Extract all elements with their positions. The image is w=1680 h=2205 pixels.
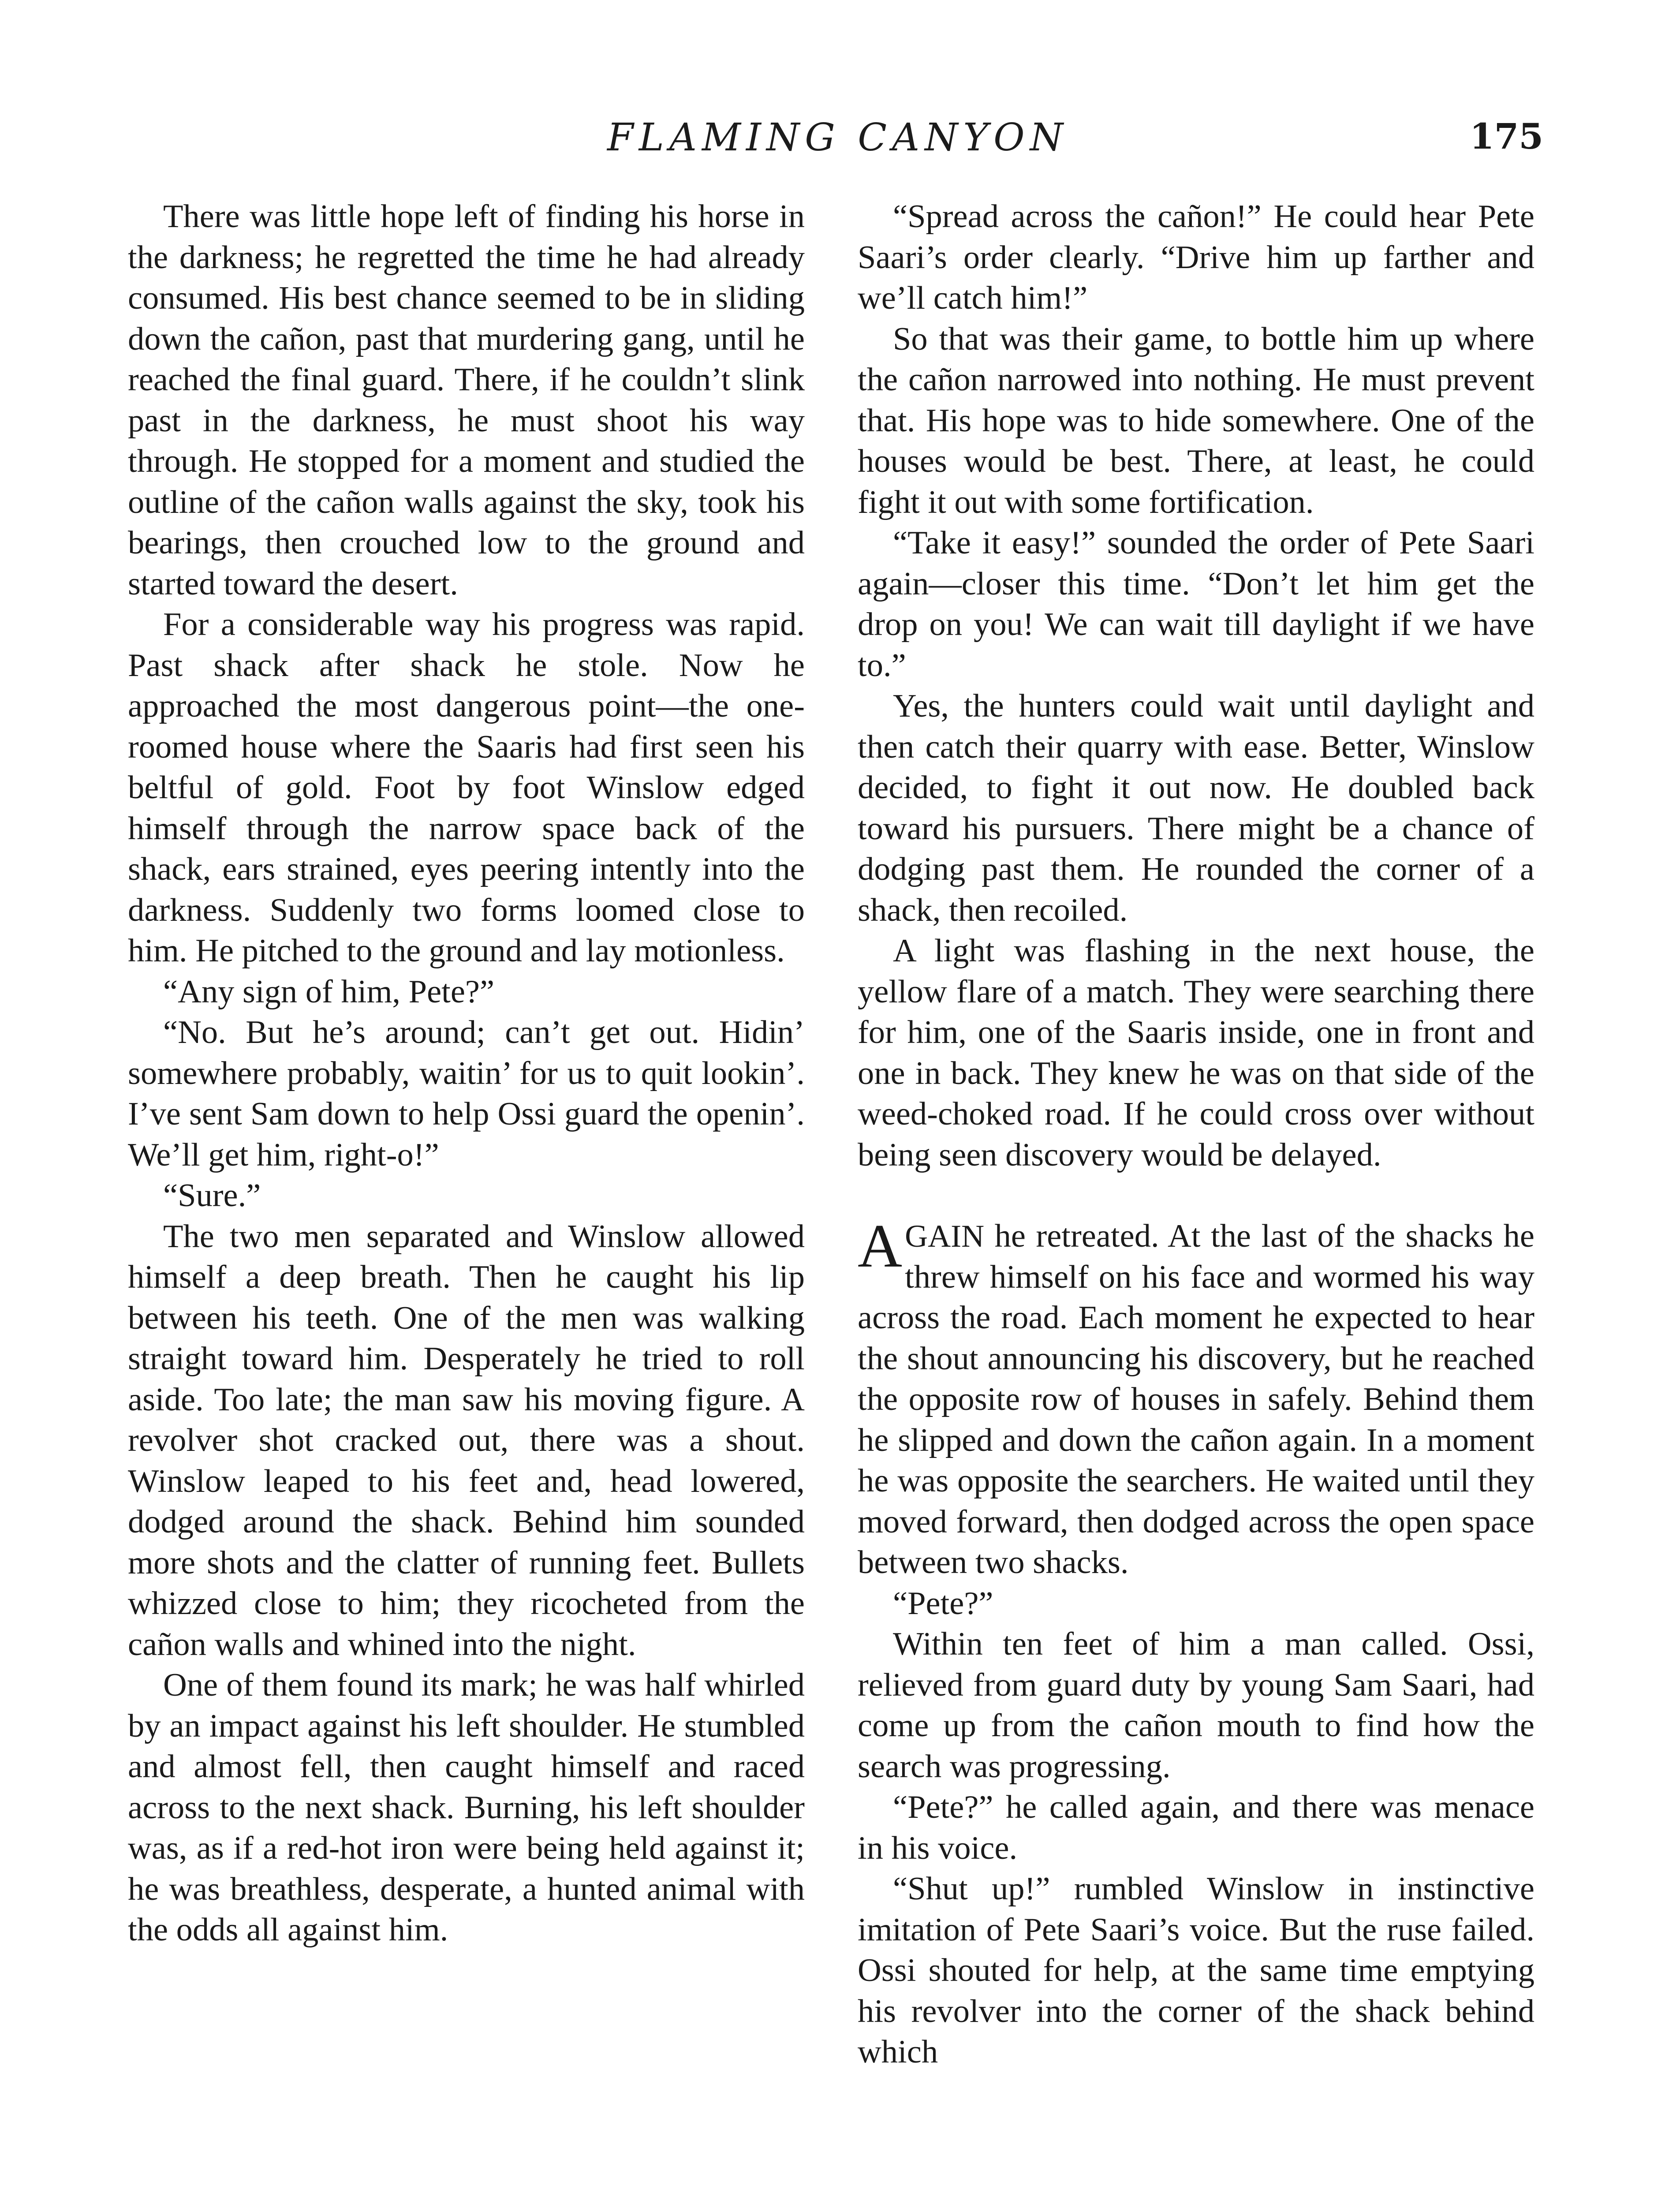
paragraph: One of them found its mark; he was half whirled by an impact against his left shoulder. He stumbled and almost fell, then caught himself and raced across to the next shack. Burning, his left shoulder was, as if a red-hot iron were being held against it; he was breathless, desperate, a hunted animal with the odds all against him. [128, 1667, 805, 1948]
paragraph: “Pete?” he called again, and there was menace in his voice. [858, 1789, 1534, 1866]
paragraph: “Take it easy!” sounded the order of Pete Saari again—closer this time. “Don’t let him get the drop on you! We can wait till daylight if we have to.” [858, 525, 1534, 684]
paragraph: “Any sign of him, Pete?” [163, 973, 495, 1010]
paragraph: “No. But he’s around; can’t get out. Hidin’ somewhere probably, waitin’ for us to quit lookin’. I’ve sent Sam down to help Ossi guard the openin’. We’ll get him, right-o!” [128, 1014, 805, 1173]
paragraph: The two men separated and Winslow allowed himself a deep breath. Then he caught his lip between his teeth. One of the men was walking straight toward him. Desperately he tried to roll aside. Too late; the man saw his moving figure. A revolver shot cracked out, there was a shout. Winslow leaped to his feet and, head lowered, dodged around the shack. Behind him sounded more shots and the clatter of running feet. Bullets whizzed close to him; they ricocheted from the cañon walls and whined into the night. [128, 1218, 805, 1663]
running-title: FLAMING CANYON [607, 116, 1068, 160]
paragraph: Within ten feet of him a man called. Ossi, relieved from guard duty by young Sam Saari, had come up from the cañon mouth to find how the search was progressing. [858, 1626, 1534, 1785]
paragraph: There was little hope left of finding his horse in the darkness; he regretted the time he had already consumed. His best chance seemed to be in sliding down the cañon, past that murdering gang, until he reached the final guard. There, if he couldn’t slink past in the darkness, he must shoot his way through. He stopped for a moment and studied the outline of the cañon walls against the sky, took his bearings, then crouched low to the ground and started toward the desert. [128, 198, 805, 602]
paragraph: “Sure.” [163, 1177, 261, 1214]
paragraph: Yes, the hunters could wait until daylight and then catch their quarry with ease. Better, Winslow decided, to fight it out now. He doubled back toward his pursuers. There might be a chance of dodging past them. He rounded the corner of a shack, then recoiled. [858, 688, 1534, 928]
left-column [128, 196, 805, 1951]
drop-cap-letter: A [858, 1212, 903, 1280]
paragraph: “Pete?” [893, 1585, 993, 1622]
dropcap-paragraph [858, 1212, 1534, 1583]
right-column [858, 196, 1534, 2073]
page-number: 175 [1470, 116, 1543, 157]
small-caps-word: GAIN [905, 1218, 985, 1254]
paragraph: “Shut up!” rumbled Winslow in instinctive imitation of Pete Saari’s voice. But the ruse failed. Ossi shouted for help, at the same time emptying his revolver into the corner of the shack behind which [858, 1871, 1534, 2070]
paragraph: So that was their game, to bottle him up where the cañon narrowed into nothing. He must prevent that. His hope was to hide somewhere. One of the houses would be best. There, at least, he could fight it out with some fortification. [858, 321, 1534, 520]
paragraph: For a considerable way his progress was rapid. Past shack after shack he stole. Now he approached the most dangerous point—the one-roomed house where the Saaris had first seen his beltful of gold. Foot by foot Winslow edged himself through the narrow space back of the shack, ears strained, eyes peering intently into the darkness. Suddenly two forms loomed close to him. He pitched to the ground and lay motionless. [128, 606, 805, 969]
section-break [858, 1175, 1534, 1216]
paragraph: A light was flashing in the next house, the yellow flare of a match. They were searching there for him, one of the Saaris inside, one in front and one in back. They knew he was on that side of the weed-choked road. If he could cross over without being seen discovery would be delayed. [858, 933, 1534, 1173]
dropcap-paragraph-text: he retreated. At the last of the shacks he threw himself on his face and wormed his way across the road. Each moment he expected to hear the shout announcing his discovery, but he reached the opposite row of houses in safely. Behind them he slipped and down the cañon again. In a moment he was opposite the searchers. He waited until they moved forward, then dodged across the open space between two shacks. [858, 1218, 1534, 1581]
paragraph: “Spread across the cañon!” He could hear Pete Saari’s order clearly. “Drive him up farther and we’ll catch him!” [858, 198, 1534, 316]
